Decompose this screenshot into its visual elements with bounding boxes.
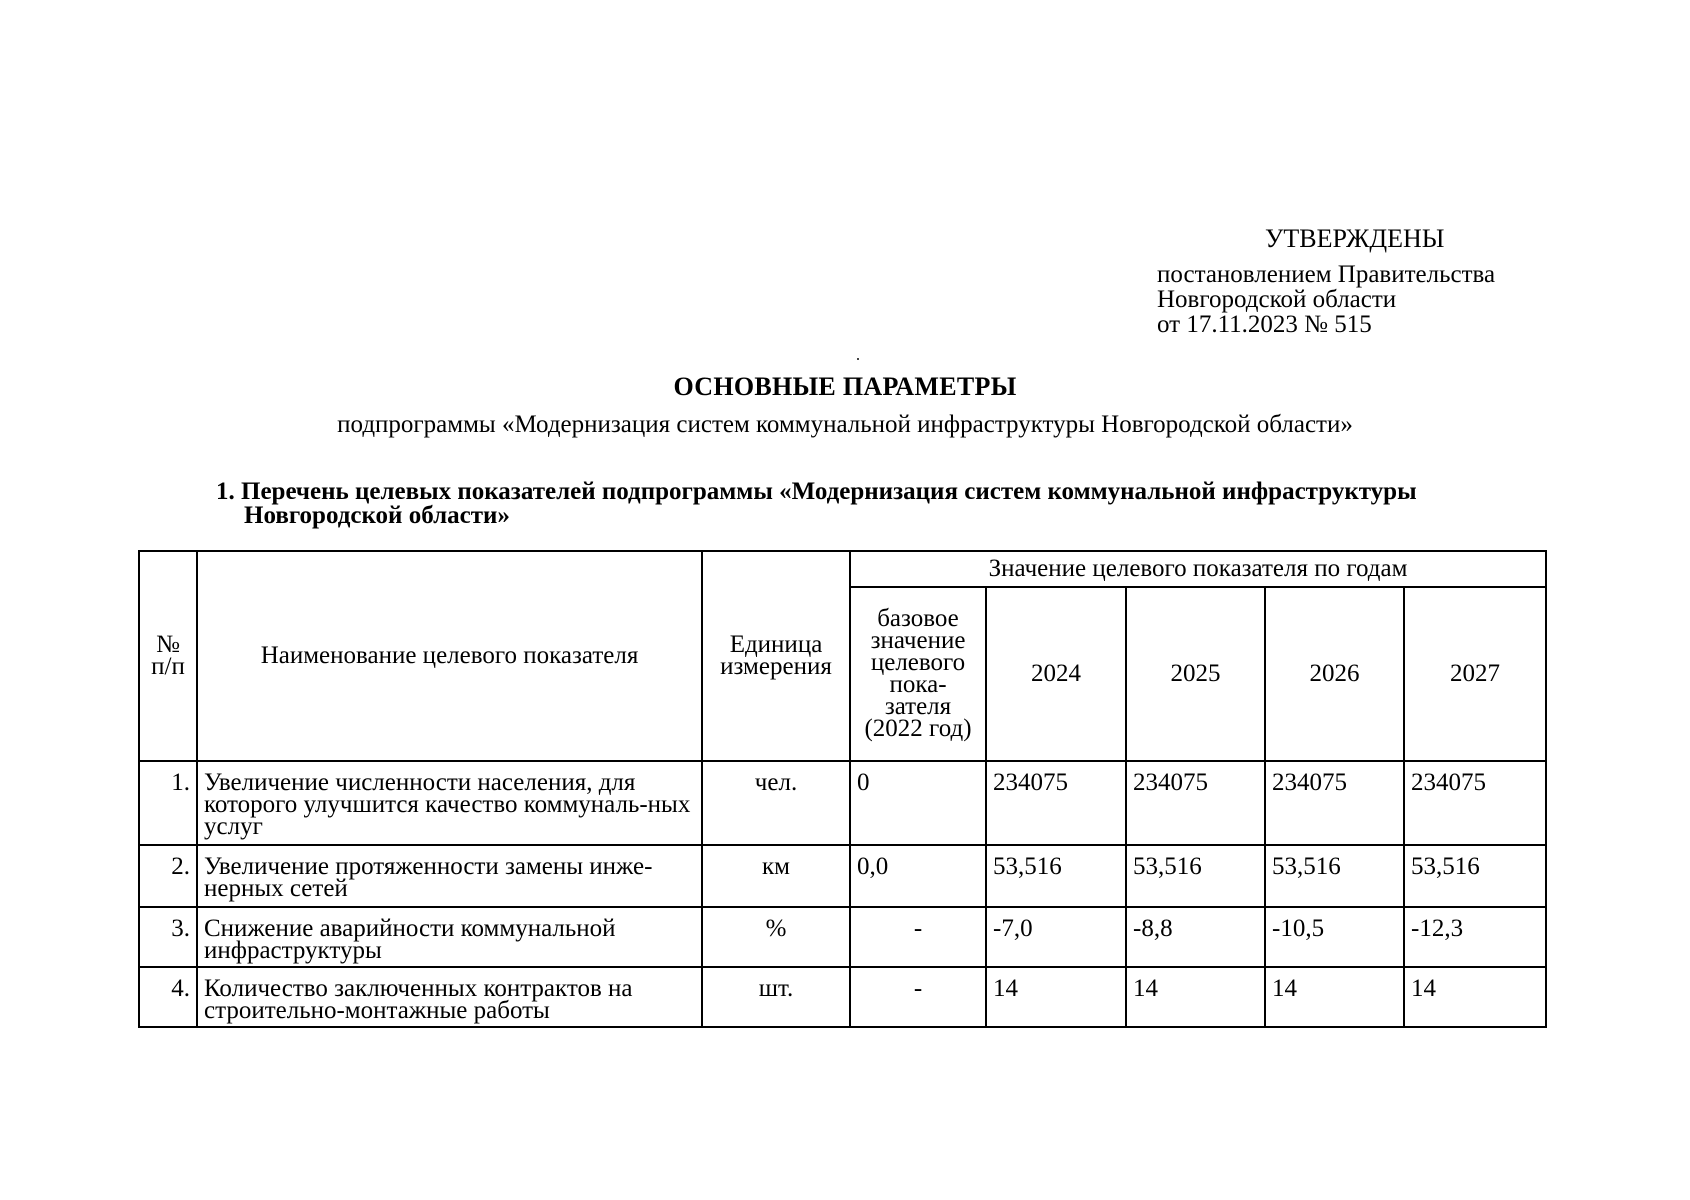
table-row bbox=[139, 845, 1546, 907]
header-year-2024: 2024 bbox=[986, 587, 1126, 761]
header-values-by-year: Значение целевого показателя по годам bbox=[850, 551, 1546, 587]
cell-unit: чел. bbox=[702, 761, 850, 845]
cell-2027: 53,516 bbox=[1404, 845, 1546, 907]
cell-2027: 14 bbox=[1404, 967, 1546, 1027]
cell-2026: 53,516 bbox=[1265, 845, 1404, 907]
table-row bbox=[139, 761, 1546, 845]
header-year-2026: 2026 bbox=[1265, 587, 1404, 761]
section-title-line-1: 1. Перечень целевых показателей подпрограммы «Модернизация систем коммунальной инфраструктуры bbox=[216, 478, 1417, 505]
header-num: № п/п bbox=[139, 551, 197, 761]
cell-2026: -10,5 bbox=[1265, 907, 1404, 967]
table-row bbox=[139, 907, 1546, 967]
cell-name: Увеличение протяженности замены инже-нерных сетей bbox=[197, 845, 702, 907]
cell-unit: шт. bbox=[702, 967, 850, 1027]
cell-base: - bbox=[850, 907, 986, 967]
cell-2025: -8,8 bbox=[1126, 907, 1265, 967]
cell-2027: -12,3 bbox=[1404, 907, 1546, 967]
cell-2025: 234075 bbox=[1126, 761, 1265, 845]
approval-line-3: от 17.11.2023 № 515 bbox=[1157, 311, 1372, 338]
section-title bbox=[216, 480, 1616, 528]
header-base-value: базовое значение целевого пока-зателя (2022 год) bbox=[850, 587, 986, 761]
cell-2024: 234075 bbox=[986, 761, 1126, 845]
document-title: ОСНОВНЫЕ ПАРАМЕТРЫ bbox=[673, 372, 1017, 401]
header-unit: Единица измерения bbox=[702, 551, 850, 761]
table-row bbox=[139, 967, 1546, 1027]
cell-name: Количество заключенных контрактов на строительно-монтажные работы bbox=[197, 967, 702, 1027]
approval-heading: УТВЕРЖДЕНЫ bbox=[1265, 224, 1445, 253]
cell-2026: 14 bbox=[1265, 967, 1404, 1027]
cell-2024: 53,516 bbox=[986, 845, 1126, 907]
cell-2027: 234075 bbox=[1404, 761, 1546, 845]
cell-base: 0 bbox=[850, 761, 986, 845]
cell-num: 2. bbox=[139, 845, 197, 907]
approval-line-1: постановлением Правительства bbox=[1157, 261, 1496, 288]
cell-name: Увеличение численности населения, для которого улучшится качество коммуналь-ных услуг bbox=[197, 761, 702, 845]
document-subtitle: подпрограммы «Модернизация систем коммунальной инфраструктуры Новгородской области» bbox=[337, 411, 1353, 438]
cell-unit: км bbox=[702, 845, 850, 907]
indicators-table bbox=[138, 550, 1547, 1028]
cell-base: - bbox=[850, 967, 986, 1027]
cell-base: 0,0 bbox=[850, 845, 986, 907]
approval-line-2: Новгородской области bbox=[1157, 286, 1397, 313]
header-year-2027: 2027 bbox=[1404, 587, 1546, 761]
cell-num: 1. bbox=[139, 761, 197, 845]
cell-2025: 53,516 bbox=[1126, 845, 1265, 907]
cell-2024: -7,0 bbox=[986, 907, 1126, 967]
header-name: Наименование целевого показателя bbox=[197, 551, 702, 761]
cell-num: 4. bbox=[139, 967, 197, 1027]
cell-2024: 14 bbox=[986, 967, 1126, 1027]
cell-2026: 234075 bbox=[1265, 761, 1404, 845]
cell-name: Снижение аварийности коммунальной инфраструктуры bbox=[197, 907, 702, 967]
cell-2025: 14 bbox=[1126, 967, 1265, 1027]
cell-unit: % bbox=[702, 907, 850, 967]
header-year-2025: 2025 bbox=[1126, 587, 1265, 761]
cell-num: 3. bbox=[139, 907, 197, 967]
scan-speck bbox=[857, 358, 859, 360]
section-title-line-2: Новгородской области» bbox=[244, 502, 510, 529]
